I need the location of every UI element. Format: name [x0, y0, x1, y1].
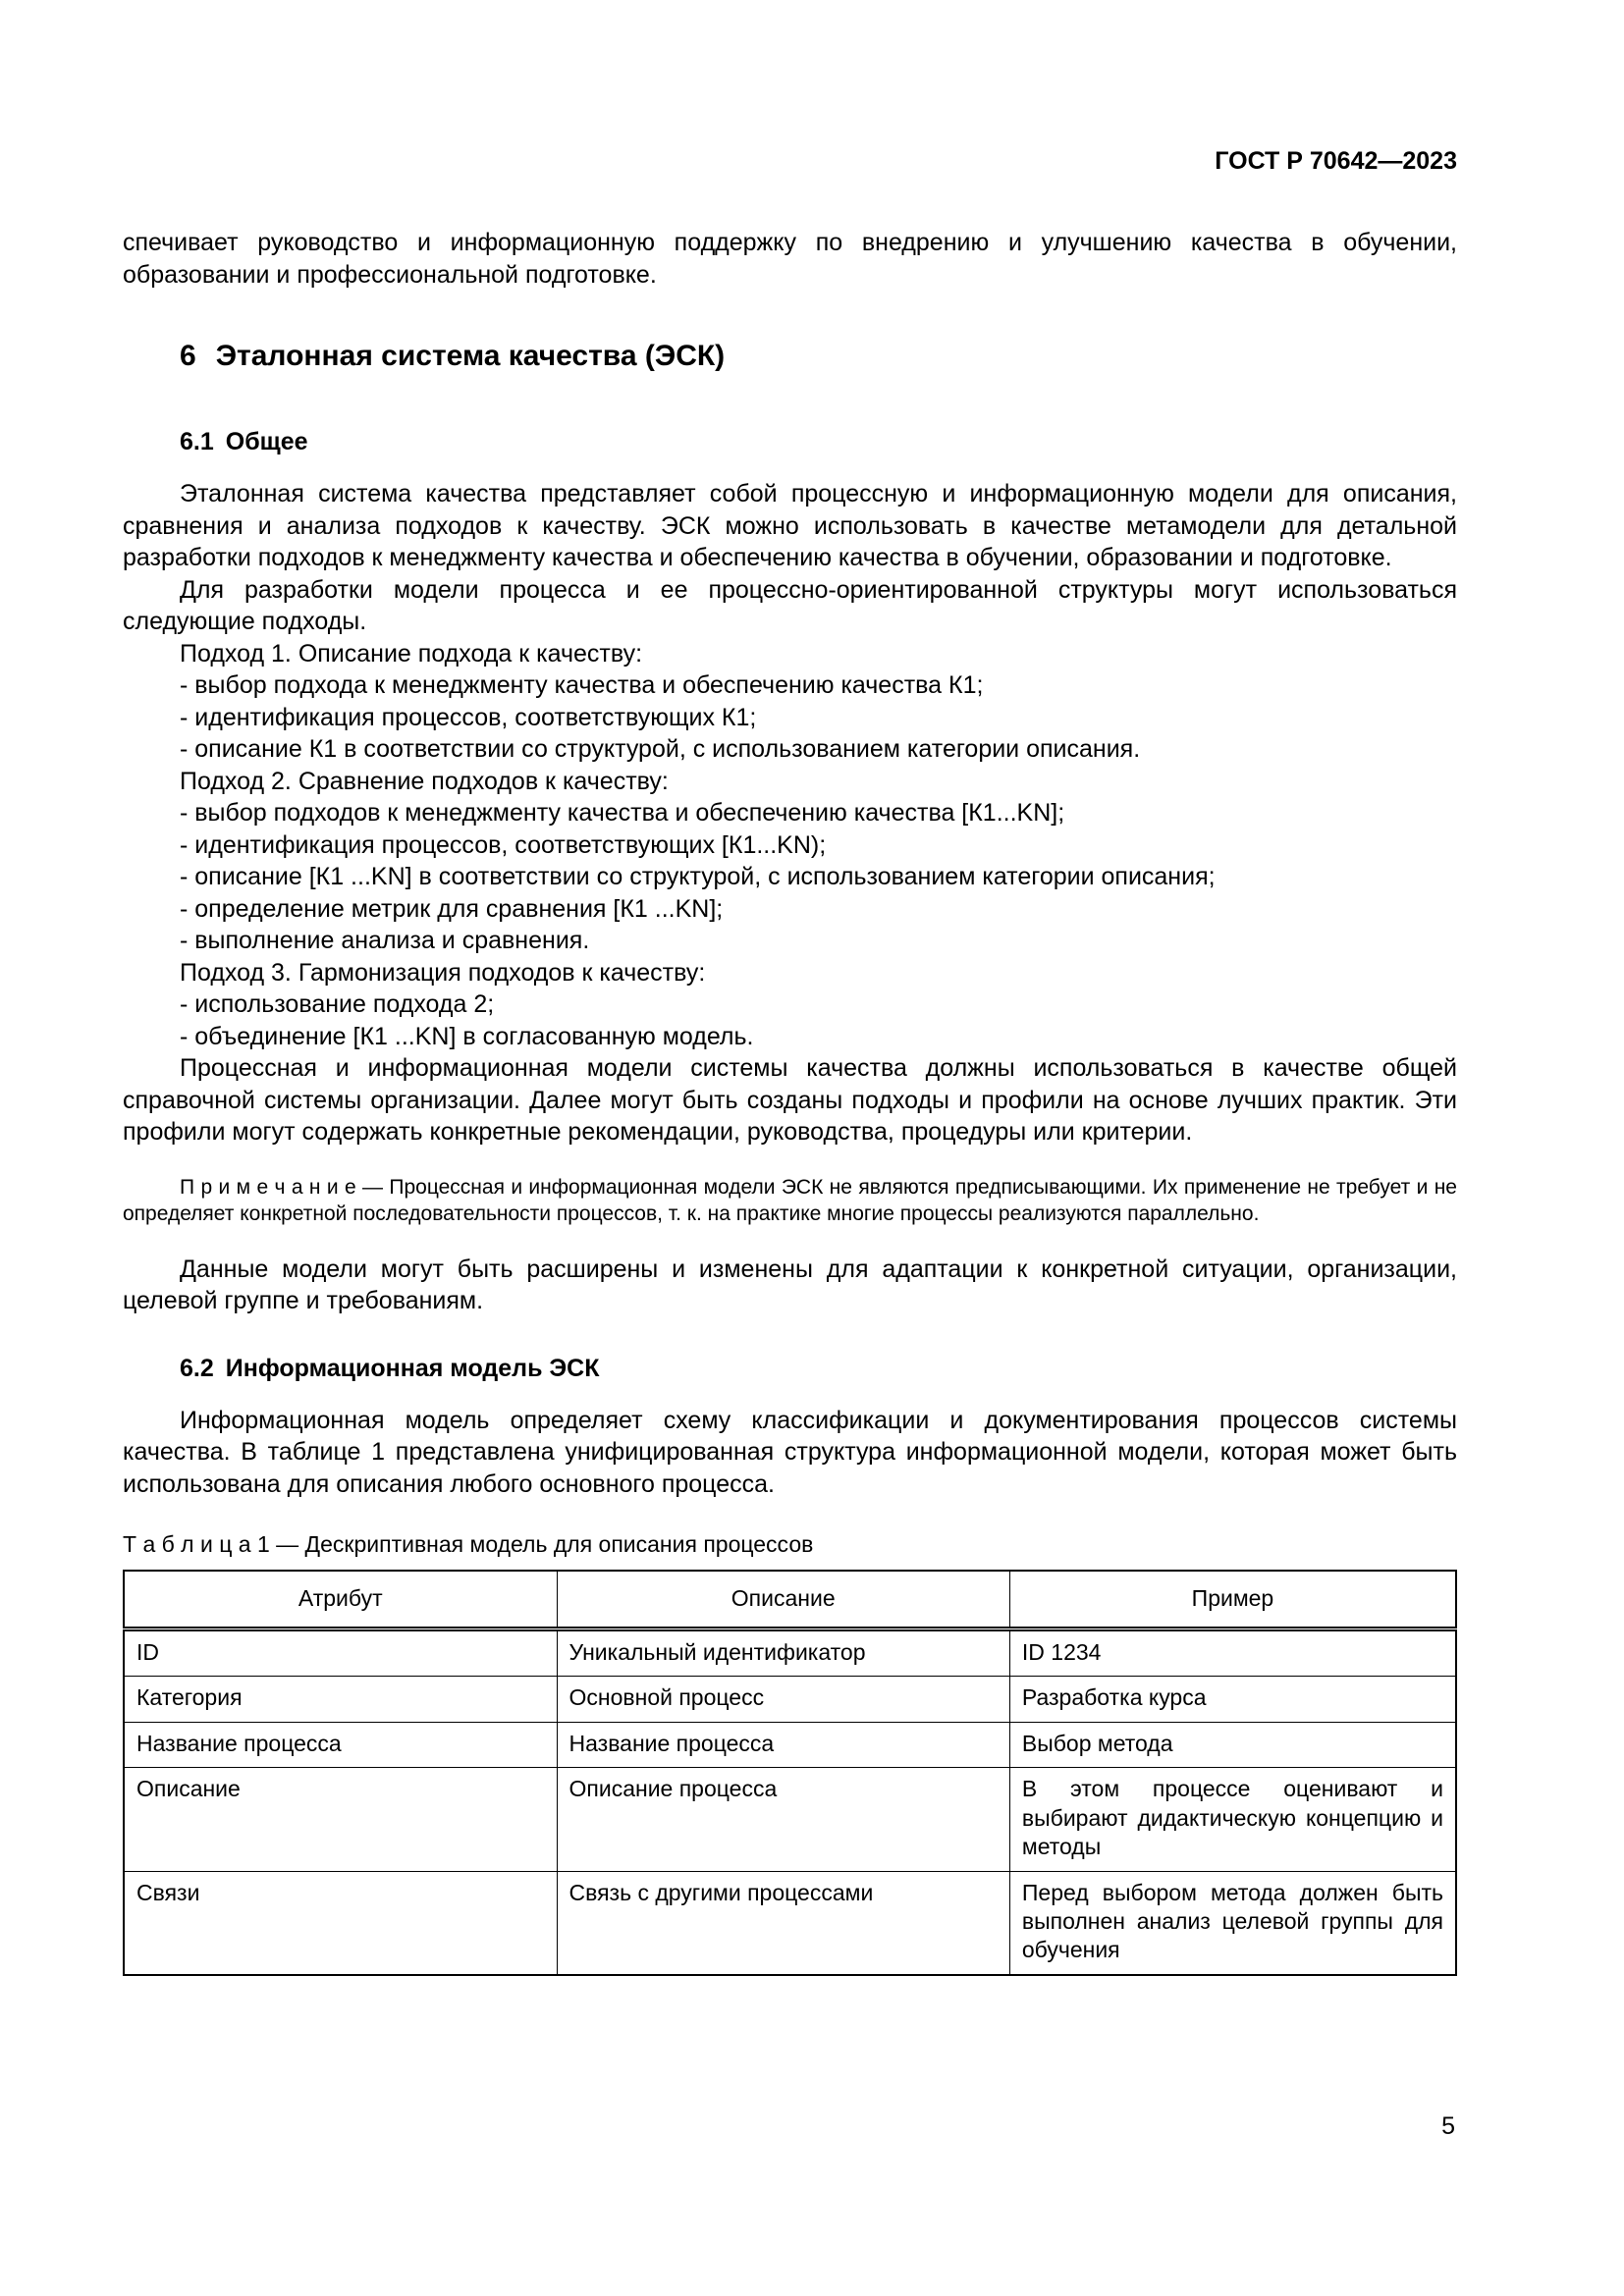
section-6-2-heading	[180, 1355, 1457, 1383]
cell-description: Уникальный идентификатор	[557, 1629, 1009, 1676]
table-row	[124, 1768, 1456, 1871]
table-header-row	[124, 1571, 1456, 1629]
paragraph-info-model: Информационная модель определяет схему классификации и документирования процессов системы качества. В таблице 1 представлена унифицированная структура информационной модели, которая может быть использована для описания любого основного процесса.	[123, 1406, 1457, 1498]
cell-example: Перед выбором метода должен быть выполнен анализ целевой группы для обучения	[1009, 1871, 1456, 1975]
approach-line: - описание К1 в соответствии со структурой, с использованием категории описания.	[180, 735, 1141, 763]
approach-line: Подход 1. Описание подхода к качеству:	[180, 639, 643, 667]
table-header-attribute: Атрибут	[124, 1571, 557, 1629]
approach-line: - определение метрик для сравнения [К1 ...KN];	[180, 894, 724, 923]
approach-line: - выбор подходов к менеджменту качества и обеспечению качества [К1...KN];	[180, 799, 1065, 827]
approach-line: - идентификация процессов, соответствующих [К1...KN);	[180, 830, 827, 859]
cell-attribute: Связи	[124, 1871, 557, 1975]
cell-description: Название процесса	[557, 1722, 1009, 1767]
approaches-list	[123, 638, 1457, 1053]
cell-example: ID 1234	[1009, 1629, 1456, 1676]
section-6-number: 6	[180, 340, 196, 372]
section-6-1-number: 6.1	[180, 428, 214, 455]
cell-example: Разработка курса	[1009, 1677, 1456, 1722]
paragraph-esk-intro: Эталонная система качества представляет собой процессную и информационную модели для описания, сравнения и анализа подходов к качеству. ЭСК можно использовать в качестве метамодели для детальной разработки подходов к менеджменту качества и обеспечению качества в обучении, образовании и подготовке.	[123, 480, 1457, 571]
approach-line: Подход 2. Сравнение подходов к качеству:	[180, 767, 669, 795]
section-6-2-title: Информационная модель ЭСК	[225, 1354, 600, 1382]
paragraph-models-usage: Процессная и информационная модели системы качества должны использоваться в качестве общей справочной системы организации. Далее могут быть созданы подходы и профили на основе лучших практик. Эти профили могут содержать конкретные рекомендации, руководства, процедуры или критерии.	[123, 1054, 1457, 1146]
table-header-example: Пример	[1009, 1571, 1456, 1629]
cell-example: Выбор метода	[1009, 1722, 1456, 1767]
table-row	[124, 1722, 1456, 1767]
approach-line: Подход 3. Гармонизация подходов к качеству:	[180, 958, 706, 987]
section-6-1-heading	[180, 428, 1457, 456]
table-1	[123, 1570, 1457, 1975]
cell-attribute: Название процесса	[124, 1722, 557, 1767]
table-caption: Т а б л и ц а 1 — Дескриптивная модель для описания процессов	[123, 1531, 814, 1558]
doc-header: ГОСТ Р 70642—2023	[1215, 147, 1457, 175]
cell-attribute: Описание	[124, 1768, 557, 1871]
approach-line: - использование подхода 2;	[180, 990, 495, 1018]
section-6-heading	[180, 340, 1457, 373]
approach-line: - объединение [К1 ...KN] в согласованную модель.	[180, 1022, 754, 1050]
note: П р и м е ч а н и е — Процессная и информационная модели ЭСК не являются предписывающими. Их применение не требует и не определяет конкретной последовательности процессов, т. к. на практике многие процессы реализуются параллельно.	[123, 1175, 1457, 1226]
table-header-description: Описание	[557, 1571, 1009, 1629]
cell-description: Описание процесса	[557, 1768, 1009, 1871]
lead-paragraph: спечивает руководство и информационную поддержку по внедрению и улучшению качества в обучении, образовании и профессиональной подготовке.	[123, 229, 1457, 289]
cell-attribute: Категория	[124, 1677, 557, 1722]
paragraph-models-extension: Данные модели могут быть расширены и изменены для адаптации к конкретной ситуации, организации, целевой группе и требованиям.	[123, 1255, 1457, 1315]
approach-line: - выполнение анализа и сравнения.	[180, 927, 590, 954]
cell-description: Основной процесс	[557, 1677, 1009, 1722]
approach-line: - описание [К1 ...KN] в соответствии со структурой, с использованием категории описания;	[180, 863, 1216, 890]
approach-line: - идентификация процессов, соответствующих К1;	[180, 703, 757, 731]
table-row	[124, 1871, 1456, 1975]
approach-line: - выбор подхода к менеджменту качества и обеспечению качества К1;	[180, 671, 984, 699]
page-number: 5	[1441, 2112, 1455, 2140]
section-6-title: Эталонная система качества (ЭСК)	[215, 340, 726, 372]
cell-example: В этом процессе оценивают и выбирают дидактическую концепцию и методы	[1009, 1768, 1456, 1871]
table-row	[124, 1629, 1456, 1676]
paragraph-approaches-intro: Для разработки модели процесса и ее процессно-ориентированной структуры могут использоваться следующие подходы.	[123, 575, 1457, 635]
table-row	[124, 1677, 1456, 1722]
section-6-1-title: Общее	[225, 428, 308, 455]
section-6-2-number: 6.2	[180, 1354, 214, 1382]
cell-description: Связь с другими процессами	[557, 1871, 1009, 1975]
cell-attribute: ID	[124, 1629, 557, 1676]
